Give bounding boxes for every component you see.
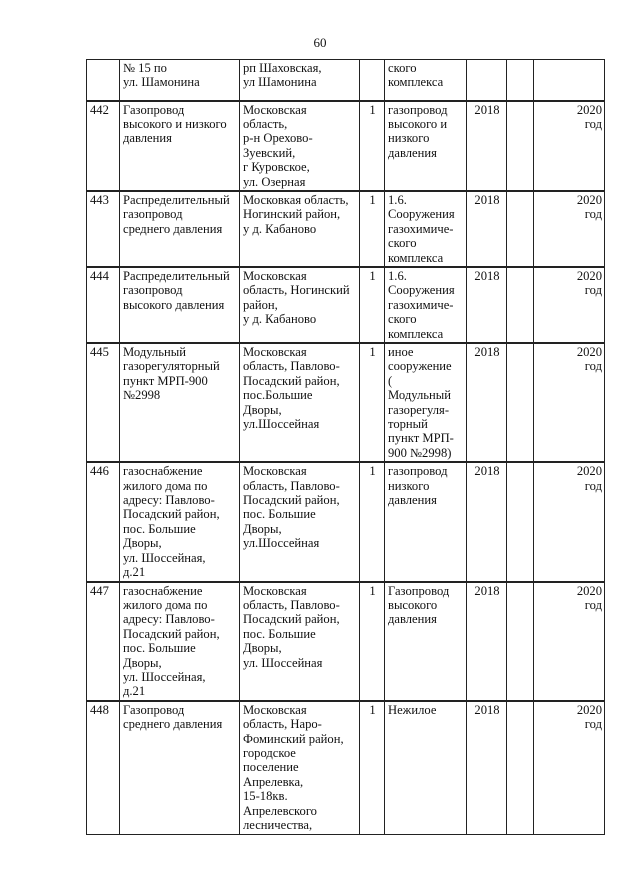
object-name: Газопровод высокого и низкого давления [120, 101, 240, 191]
object-purpose: газопровод низкого давления [385, 462, 467, 581]
registry-table [86, 59, 605, 835]
empty-cell [507, 101, 534, 191]
object-name: № 15 по ул. Шамонина [120, 60, 240, 101]
object-term: 2020 год [534, 101, 605, 191]
table-row [87, 701, 605, 835]
empty-cell [507, 582, 534, 701]
object-year: 2018 [467, 101, 507, 191]
page-number: 60 [313, 35, 327, 50]
object-purpose: 1.6. Сооружения газохимиче- ского комплекса [385, 191, 467, 267]
object-quantity: 1 [360, 582, 385, 701]
row-number: 445 [87, 343, 120, 462]
row-number: 443 [87, 191, 120, 267]
object-year [467, 60, 507, 101]
object-location: Московкая область, Ногинский район, у д. Кабаново [240, 191, 360, 267]
object-quantity: 1 [360, 701, 385, 835]
object-location: Московская область, Павлово- Посадский район, пос. Большие Дворы, ул.Шоссейная [240, 462, 360, 581]
object-purpose: газопровод высокого и низкого давления [385, 101, 467, 191]
object-year: 2018 [467, 267, 507, 343]
object-quantity: 1 [360, 343, 385, 462]
table-row [87, 101, 605, 191]
table-row [87, 462, 605, 581]
object-name: газоснабжение жилого дома по адресу: Павлово- Посадский район, пос. Большие Дворы, ул. Шоссейная, д.21 [120, 582, 240, 701]
object-term: 2020 год [534, 343, 605, 462]
object-quantity: 1 [360, 267, 385, 343]
object-quantity: 1 [360, 191, 385, 267]
object-year: 2018 [467, 343, 507, 462]
object-year: 2018 [467, 701, 507, 835]
empty-cell [507, 60, 534, 101]
object-purpose: ского комплекса [385, 60, 467, 101]
row-number [87, 60, 120, 101]
object-purpose: Газопровод высокого давления [385, 582, 467, 701]
object-year: 2018 [467, 191, 507, 267]
object-name: газоснабжение жилого дома по адресу: Павлово- Посадский район, пос. Большие Дворы, ул. Шоссейная, д.21 [120, 462, 240, 581]
object-location: Московская область, Наро- Фоминский район, городское поселение Апрелевка, 15-18кв. Апрелевского лесничества, [240, 701, 360, 835]
object-term: 2020 год [534, 191, 605, 267]
object-year: 2018 [467, 582, 507, 701]
object-year: 2018 [467, 462, 507, 581]
object-location: Московская область, Павлово- Посадский район, пос. Большие Дворы, ул. Шоссейная [240, 582, 360, 701]
row-number: 442 [87, 101, 120, 191]
object-quantity [360, 60, 385, 101]
table-row [87, 191, 605, 267]
object-purpose: 1.6. Сооружения газохимиче- ского комплекса [385, 267, 467, 343]
empty-cell [507, 191, 534, 267]
object-location: рп Шаховская, ул Шамонина [240, 60, 360, 101]
empty-cell [507, 267, 534, 343]
object-term [534, 60, 605, 101]
object-term: 2020 год [534, 462, 605, 581]
table-row [87, 60, 605, 101]
object-purpose: иное сооружение ( Модульный газорегуля- торный пункт МРП- 900 №2998) [385, 343, 467, 462]
object-location: Московская область, Ногинский район, у д. Кабаново [240, 267, 360, 343]
object-quantity: 1 [360, 462, 385, 581]
row-number: 447 [87, 582, 120, 701]
object-name: Распределительный газопровод среднего давления [120, 191, 240, 267]
table-row [87, 582, 605, 701]
object-term: 2020 год [534, 267, 605, 343]
empty-cell [507, 343, 534, 462]
empty-cell [507, 701, 534, 835]
object-term: 2020 год [534, 701, 605, 835]
table-row [87, 343, 605, 462]
row-number: 446 [87, 462, 120, 581]
object-quantity: 1 [360, 101, 385, 191]
row-number: 448 [87, 701, 120, 835]
table-row [87, 267, 605, 343]
object-location: Московская область, р-н Орехово- Зуевский, г Куровское, ул. Озерная [240, 101, 360, 191]
object-location: Московская область, Павлово- Посадский район, пос.Большие Дворы, ул.Шоссейная [240, 343, 360, 462]
object-term: 2020 год [534, 582, 605, 701]
row-number: 444 [87, 267, 120, 343]
object-name: Модульный газорегуляторный пункт МРП-900 №2998 [120, 343, 240, 462]
object-purpose: Нежилое [385, 701, 467, 835]
object-name: Газопровод среднего давления [120, 701, 240, 835]
object-name: Распределительный газопровод высокого давления [120, 267, 240, 343]
empty-cell [507, 462, 534, 581]
